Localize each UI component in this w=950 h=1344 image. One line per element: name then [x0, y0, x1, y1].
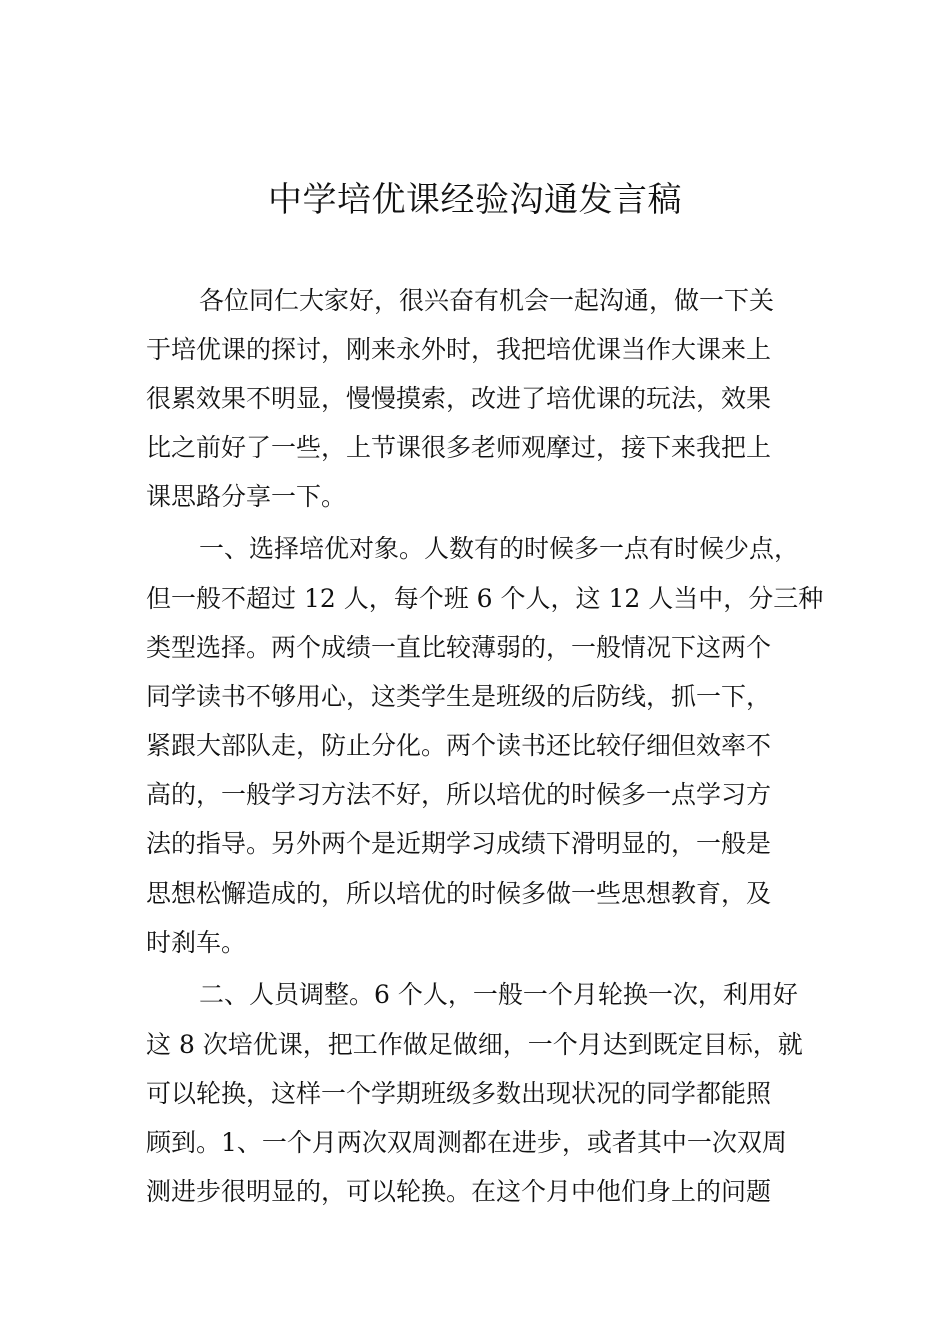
text-line: 但一般不超过 12 人，每个班 6 个人，这 12 人当中，分三种 [146, 584, 824, 613]
text-line: 二、人员调整。6 个人，一般一个月轮换一次，利用好 [199, 980, 798, 1009]
text-line: 紧跟大部队走，防止分化。两个读书还比较仔细但效率不 [146, 731, 772, 760]
text-line: 各位同仁大家好，很兴奋有机会一起沟通，做一下关 [199, 286, 775, 315]
text-line: 顾到。1、一个月两次双周测都在进步，或者其中一次双周 [146, 1128, 787, 1157]
text-line: 课思路分享一下。 [146, 482, 347, 511]
document-title: 中学培优课经验沟通发言稿 [268, 180, 682, 220]
text-line: 类型选择。两个成绩一直比较薄弱的，一般情况下这两个 [146, 633, 772, 662]
text-line: 比之前好了一些，上节课很多老师观摩过，接下来我把上 [146, 433, 772, 462]
text-line: 很累效果不明显，慢慢摸索，改进了培优课的玩法，效果 [146, 384, 772, 413]
text-line: 法的指导。另外两个是近期学习成绩下滑明显的，一般是 [146, 829, 772, 858]
text-line: 高的，一般学习方法不好，所以培优的时候多一点学习方 [146, 780, 772, 809]
text-line: 思想松懈造成的，所以培优的时候多做一些思想教育，及 [146, 879, 772, 908]
text-line: 同学读书不够用心，这类学生是班级的后防线，抓一下， [146, 682, 772, 711]
text-line: 时刹车。 [146, 928, 247, 957]
text-line: 这 8 次培优课，把工作做足做细，一个月达到既定目标，就 [146, 1030, 803, 1059]
text-line: 测进步很明显的，可以轮换。在这个月中他们身上的问题 [146, 1177, 772, 1206]
text-line: 可以轮换，这样一个学期班级多数出现状况的同学都能照 [146, 1079, 772, 1108]
text-line: 一、选择培优对象。人数有的时候多一点有时候少点， [199, 534, 800, 563]
text-line: 于培优课的探讨，刚来永外时，我把培优课当作大课来上 [146, 335, 772, 364]
